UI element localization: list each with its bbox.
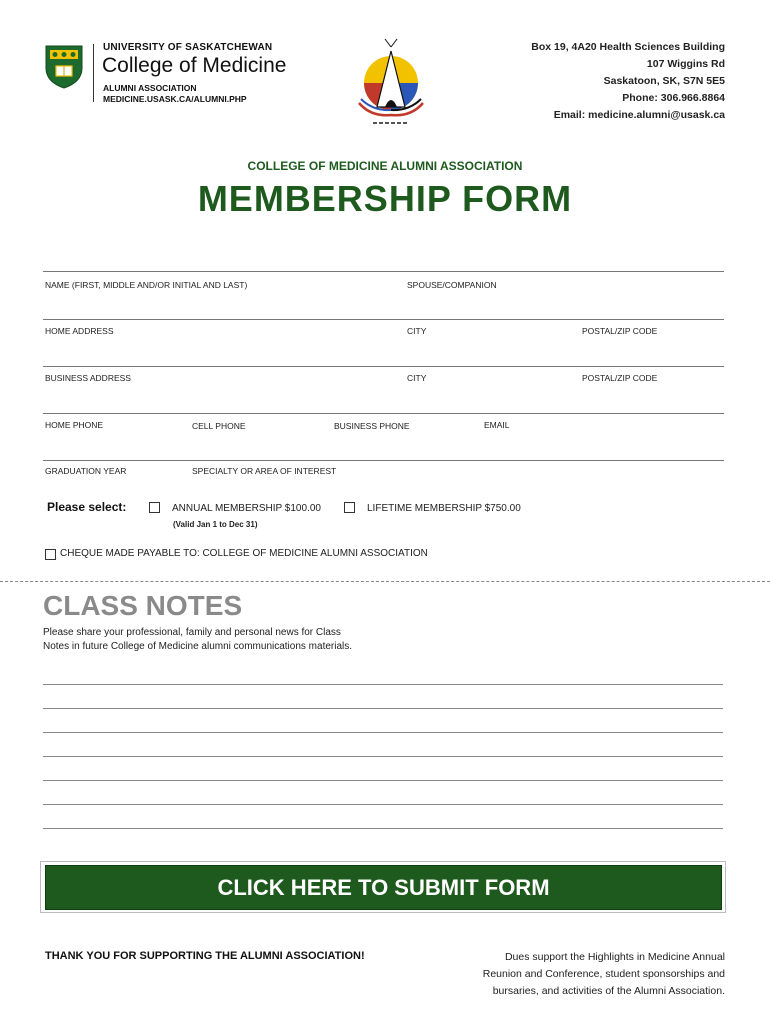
address-line: 107 Wiggins Rd xyxy=(646,58,725,70)
graduation-year-label: GRADUATION YEAR xyxy=(45,466,127,476)
writing-line xyxy=(43,708,723,709)
class-notes-title: CLASS NOTES xyxy=(43,590,243,621)
dues-note-line: Dues support the Highlights in Medicine Annual xyxy=(504,951,725,963)
name-spouse-field[interactable] xyxy=(43,294,724,318)
class-notes-description-line: Please share your professional, family and personal news for Class xyxy=(43,627,341,638)
field-line xyxy=(43,319,724,320)
please-select-label: Please select: xyxy=(47,500,127,514)
lifetime-membership-checkbox[interactable] xyxy=(344,502,355,513)
home-phone-label: HOME PHONE xyxy=(45,420,104,430)
form-subheading: COLLEGE OF MEDICINE ALUMNI ASSOCIATION xyxy=(247,159,523,173)
spouse-label: SPOUSE/COMPANION xyxy=(407,280,497,290)
submit-form-button[interactable]: CLICK HERE TO SUBMIT FORM xyxy=(45,865,722,910)
field-line xyxy=(43,271,724,272)
valid-period-note: (Valid Jan 1 to Dec 31) xyxy=(173,520,258,529)
dues-note-line: bursaries, and activities of the Alumni Association. xyxy=(492,985,725,997)
lifetime-membership-label: LIFETIME MEMBERSHIP $750.00 xyxy=(367,503,521,514)
email-line[interactable]: Email: medicine.alumni@usask.ca xyxy=(553,109,725,121)
section-divider xyxy=(0,581,770,582)
field-line xyxy=(43,366,724,367)
university-crest-icon xyxy=(44,44,84,90)
form-title: MEMBERSHIP FORM xyxy=(197,178,573,219)
association-block xyxy=(103,83,247,105)
class-notes-description-line: Notes in future College of Medicine alumni communications materials. xyxy=(43,641,353,652)
class-notes-field[interactable] xyxy=(43,668,724,833)
home-address-field[interactable] xyxy=(43,340,724,364)
phone-email-field[interactable] xyxy=(43,434,724,458)
writing-line xyxy=(43,684,723,685)
specialty-label: SPECIALTY OR AREA OF INTEREST xyxy=(192,466,337,476)
cheque-label: CHEQUE MADE PAYABLE TO: COLLEGE OF MEDICINE ALUMNI ASSOCIATION xyxy=(60,548,428,559)
home-address-label: HOME ADDRESS xyxy=(45,326,114,336)
university-name: UNIVERSITY OF SASKATCHEWAN xyxy=(103,42,273,53)
thank-you-message: THANK YOU FOR SUPPORTING THE ALUMNI ASSOCIATION! xyxy=(45,950,365,962)
class-notes-description xyxy=(43,626,383,654)
cell-phone-label: CELL PHONE xyxy=(192,421,246,431)
association-name: ALUMNI ASSOCIATION xyxy=(103,83,197,93)
business-phone-label: BUSINESS PHONE xyxy=(334,421,410,431)
header-divider xyxy=(93,44,94,102)
home-postal-label: POSTAL/ZIP CODE xyxy=(582,326,658,336)
medicine-wheel-emblem-icon xyxy=(349,37,433,129)
writing-line xyxy=(43,828,723,829)
college-name: College of Medicine xyxy=(102,54,287,77)
website-link[interactable]: MEDICINE.USASK.CA/ALUMNI.PHP xyxy=(103,94,247,104)
writing-line xyxy=(43,732,723,733)
cheque-checkbox[interactable] xyxy=(45,549,56,560)
business-address-field[interactable] xyxy=(43,387,724,411)
address-line: Saskatoon, SK, S7N 5E5 xyxy=(603,75,725,87)
field-line xyxy=(43,413,724,414)
field-line xyxy=(43,460,724,461)
annual-membership-checkbox[interactable] xyxy=(149,502,160,513)
business-address-label: BUSINESS ADDRESS xyxy=(45,373,131,383)
name-label: NAME (FIRST, MIDDLE AND/OR INITIAL AND LAST) xyxy=(45,280,248,290)
writing-line xyxy=(43,756,723,757)
email-label: EMAIL xyxy=(484,420,510,430)
address-line: Box 19, 4A20 Health Sciences Building xyxy=(531,41,725,53)
contact-address xyxy=(531,39,725,124)
dues-note xyxy=(465,949,725,1000)
writing-line xyxy=(43,804,723,805)
dues-note-line: Reunion and Conference, student sponsorships and xyxy=(482,968,725,980)
annual-membership-label: ANNUAL MEMBERSHIP $100.00 xyxy=(172,503,321,514)
writing-line xyxy=(43,780,723,781)
home-city-label: CITY xyxy=(407,326,427,336)
phone-line: Phone: 306.966.8864 xyxy=(622,92,725,104)
business-city-label: CITY xyxy=(407,373,427,383)
business-postal-label: POSTAL/ZIP CODE xyxy=(582,373,658,383)
